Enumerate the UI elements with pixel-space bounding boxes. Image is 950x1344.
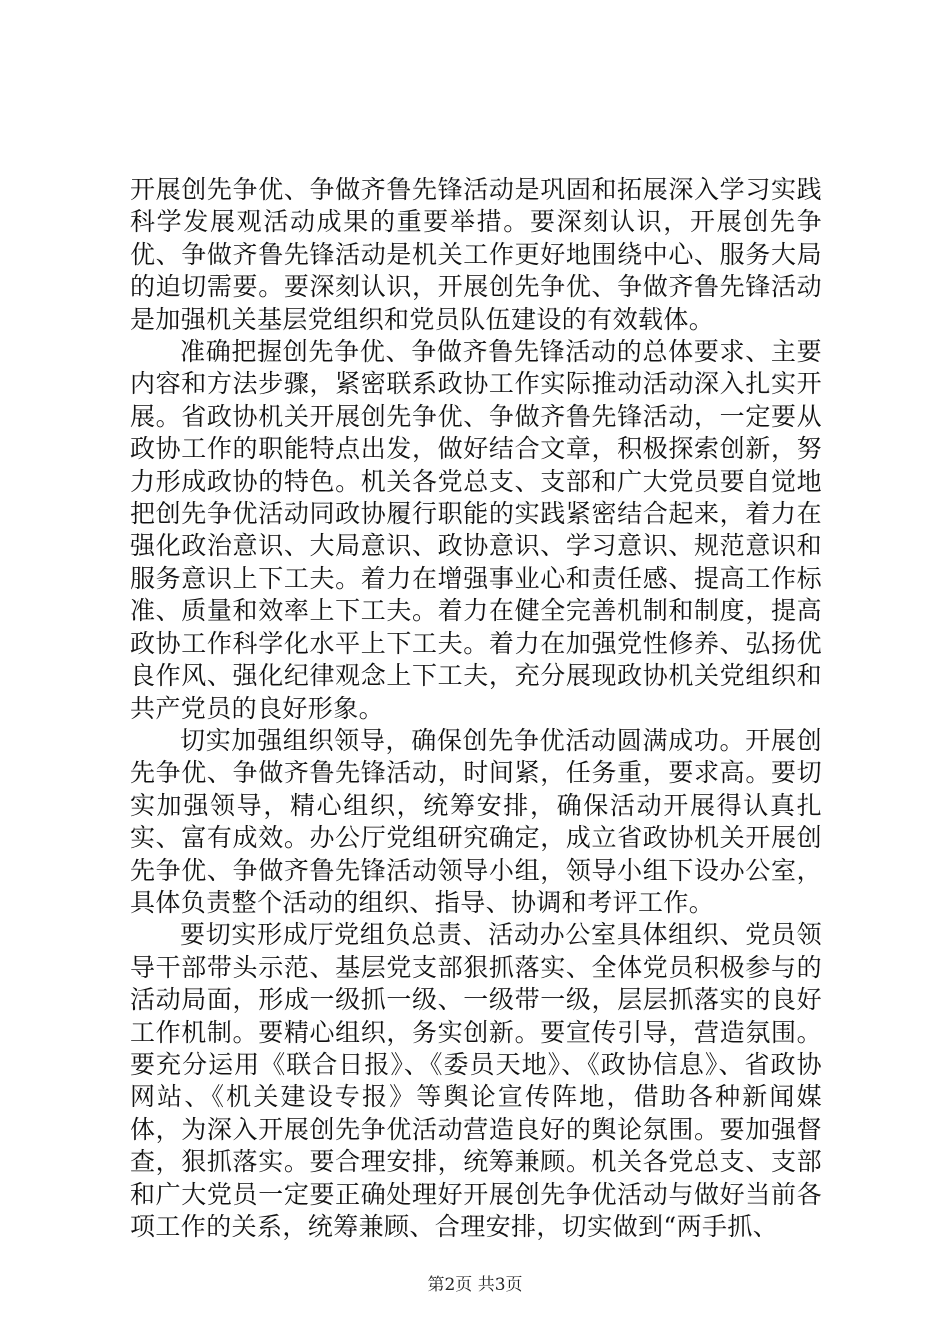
paragraph-1: 开展创先争优、争做齐鲁先锋活动是巩固和拓展深入学习实践科学发展观活动成果的重要举措。要深刻认识，开展创先争优、争做齐鲁先锋活动是机关工作更好地围绕中心、服务大局的迫切需要。要深刻认识，开展创先争优、争做齐鲁先锋活动是加强机关基层党组织和党员队伍建设的有效载体。 <box>130 175 822 334</box>
paragraph-2: 准确把握创先争优、争做齐鲁先锋活动的总体要求、主要内容和方法步骤，紧密联系政协工作实际推动活动深入扎实开展。省政协机关开展创先争优、争做齐鲁先锋活动，一定要从政协工作的职能特点出发，做好结合文章，积极探索创新，努力形成政协的特色。机关各党总支、支部和广大党员要自觉地把创先争优活动同政协履行职能的实践紧密结合起来，着力在强化政治意识、大局意识、政协意识、学习意识、规范意识和服务意识上下工夫。着力在增强事业心和责任感、提高工作标准、质量和效率上下工夫。着力在健全完善机制和制度，提高政协工作科学化水平上下工夫。着力在加强党性修养、弘扬优良作风、强化纪律观念上下工夫，充分展现政协机关党组织和共产党员的良好形象。 <box>130 337 822 723</box>
paragraph-3: 切实加强组织领导，确保创先争优活动圆满成功。开展创先争优、争做齐鲁先锋活动，时间紧，任务重，要求高。要切实加强领导，精心组织，统筹安排，确保活动开展得认真扎实、富有成效。办公厅党组研究确定，成立省政协机关开展创先争优、争做齐鲁先锋活动领导小组，领导小组下设办公室，具体负责整个活动的组织、指导、协调和考评工作。 <box>130 725 822 917</box>
paragraph-4: 要切实形成厅党组负总责、活动办公室具体组织、党员领导干部带头示范、基层党支部狠抓落实、全体党员积极参与的活动局面，形成一级抓一级、一级带一级，层层抓落实的良好工作机制。要精心组织，务实创新。要宣传引导，营造氛围。要充分运用《联合日报》、《委员天地》、《政协信息》、省政协网站、《机关建设专报》等舆论宣传阵地，借助各种新闻媒体，为深入开展创先争优活动营造良好的舆论氛围。要加强督查，狠抓落实。要合理安排，统筹兼顾。机关各党总支、支部和广大党员一定要正确处理好开展创先争优活动与做好当前各项工作的关系，统筹兼顾、合理安排，切实做到“两手抓、 <box>130 920 822 1241</box>
page-number-footer: 第2页 共3页 <box>427 1275 523 1295</box>
document-body <box>130 174 822 1243</box>
